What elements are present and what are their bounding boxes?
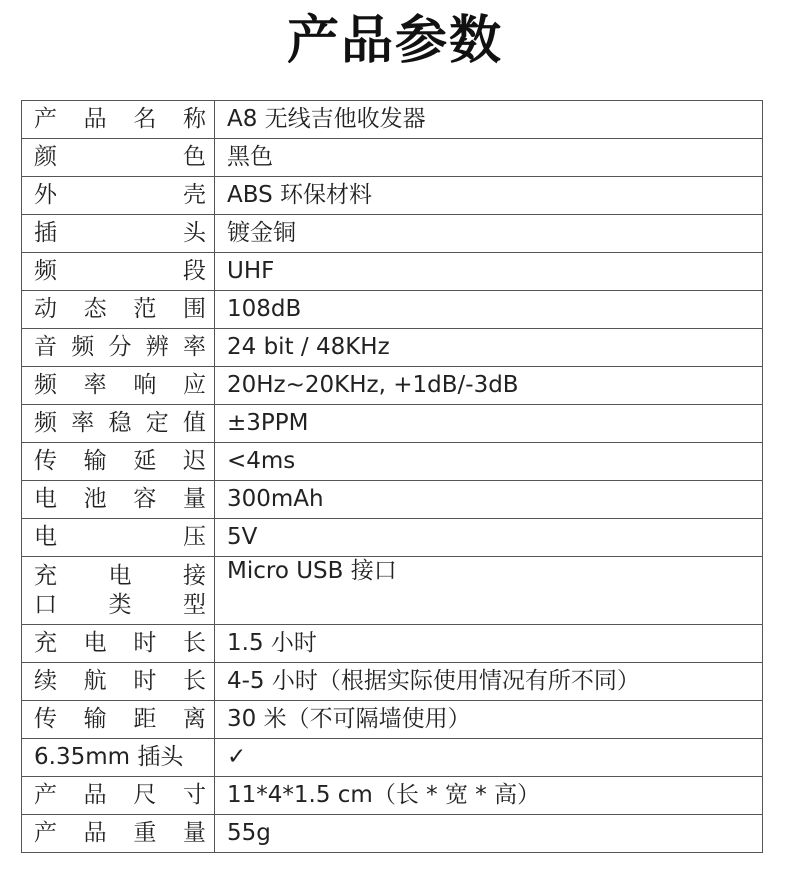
spec-row — [22, 815, 763, 853]
spec-row — [22, 215, 763, 253]
spec-value-cell — [215, 625, 763, 663]
spec-value-cell — [215, 367, 763, 405]
spec-value-cell — [215, 139, 763, 177]
spec-label-cell — [22, 253, 215, 291]
spec-value: UHF — [227, 258, 275, 284]
spec-value: 55g — [227, 820, 271, 846]
spec-value: 黑色 — [227, 144, 273, 170]
spec-row — [22, 663, 763, 701]
spec-label: 插头 — [34, 220, 206, 246]
spec-row — [22, 625, 763, 663]
check-icon: ✓ — [227, 744, 247, 770]
spec-table — [21, 100, 763, 853]
spec-row — [22, 367, 763, 405]
spec-label: 电池容量 — [34, 486, 206, 512]
spec-value-cell — [215, 777, 763, 815]
spec-value: 24 bit / 48KHz — [227, 334, 390, 360]
spec-row — [22, 481, 763, 519]
spec-label: 传输延迟 — [34, 448, 206, 474]
spec-value-cell — [215, 177, 763, 215]
spec-label-cell — [22, 519, 215, 557]
spec-value: 30 米（不可隔墙使用） — [227, 706, 471, 732]
spec-value-cell — [215, 443, 763, 481]
spec-label: 传输距离 — [34, 706, 206, 732]
spec-label-cell — [22, 215, 215, 253]
spec-row — [22, 519, 763, 557]
spec-value-cell — [215, 253, 763, 291]
spec-label: 口类型 — [34, 591, 206, 618]
spec-row — [22, 177, 763, 215]
spec-value: 4-5 小时（根据实际使用情况有所不同） — [227, 668, 640, 694]
spec-label-cell — [22, 177, 215, 215]
spec-value: Micro USB 接口 — [227, 558, 397, 584]
spec-label: 产品名称 — [34, 106, 206, 132]
spec-label-cell — [22, 701, 215, 739]
spec-label: 充电时长 — [34, 630, 206, 656]
spec-label-cell — [22, 367, 215, 405]
spec-label-cell — [22, 329, 215, 367]
spec-label: 产品重量 — [34, 820, 206, 846]
spec-label-cell — [22, 443, 215, 481]
spec-label-cell — [22, 739, 215, 777]
spec-label: 电压 — [34, 524, 206, 550]
spec-value-cell — [215, 519, 763, 557]
spec-row — [22, 329, 763, 367]
spec-value: 镀金铜 — [227, 220, 296, 246]
spec-label-cell — [22, 139, 215, 177]
spec-label-cell — [22, 101, 215, 139]
spec-value-cell — [215, 701, 763, 739]
spec-value-cell — [215, 291, 763, 329]
spec-value: A8 无线吉他收发器 — [227, 106, 426, 132]
spec-value: 300mAh — [227, 486, 324, 512]
spec-row — [22, 139, 763, 177]
spec-row — [22, 777, 763, 815]
spec-value-cell — [215, 215, 763, 253]
spec-label-cell — [22, 405, 215, 443]
spec-value-cell — [215, 101, 763, 139]
spec-label: 充电接 — [34, 562, 206, 589]
spec-value: 108dB — [227, 296, 302, 322]
spec-row — [22, 101, 763, 139]
spec-row — [22, 291, 763, 329]
spec-value-cell — [215, 481, 763, 519]
spec-label: 音频分辨率 — [34, 334, 206, 360]
spec-label-cell — [22, 625, 215, 663]
spec-value-cell — [215, 663, 763, 701]
spec-label: 动态范围 — [34, 296, 206, 322]
spec-label: 频率响应 — [34, 372, 206, 398]
spec-value-cell — [215, 329, 763, 367]
spec-label: 6.35mm 插头 — [34, 744, 184, 770]
spec-label: 产品尺寸 — [34, 782, 206, 808]
spec-label: 颜色 — [34, 144, 206, 170]
spec-label: 频段 — [34, 258, 206, 284]
spec-value: 11*4*1.5 cm（长 * 宽 * 高） — [227, 782, 541, 808]
spec-value-cell — [215, 815, 763, 853]
spec-label: 续航时长 — [34, 668, 206, 694]
spec-value: <4ms — [227, 448, 296, 474]
spec-row — [22, 253, 763, 291]
spec-value: 20Hz~20KHz, +1dB/-3dB — [227, 372, 519, 398]
spec-row — [22, 701, 763, 739]
spec-row — [22, 443, 763, 481]
spec-value: 1.5 小时 — [227, 630, 317, 656]
spec-label-cell — [22, 557, 215, 625]
spec-label-cell — [22, 663, 215, 701]
spec-label: 外壳 — [34, 182, 206, 208]
spec-label-cell — [22, 777, 215, 815]
spec-value-cell — [215, 405, 763, 443]
spec-row — [22, 405, 763, 443]
spec-value: ABS 环保材料 — [227, 182, 373, 208]
spec-row — [22, 739, 763, 777]
spec-value: 5V — [227, 524, 258, 550]
spec-label-cell — [22, 481, 215, 519]
spec-label: 频率稳定值 — [34, 410, 206, 436]
spec-row — [22, 557, 763, 625]
spec-label-cell — [22, 291, 215, 329]
spec-label-cell — [22, 815, 215, 853]
spec-value-cell — [215, 739, 763, 777]
spec-value: ±3PPM — [227, 410, 309, 436]
spec-table-body — [22, 101, 763, 853]
spec-value-cell — [215, 557, 763, 625]
page-title: 产品参数 — [286, 11, 503, 71]
